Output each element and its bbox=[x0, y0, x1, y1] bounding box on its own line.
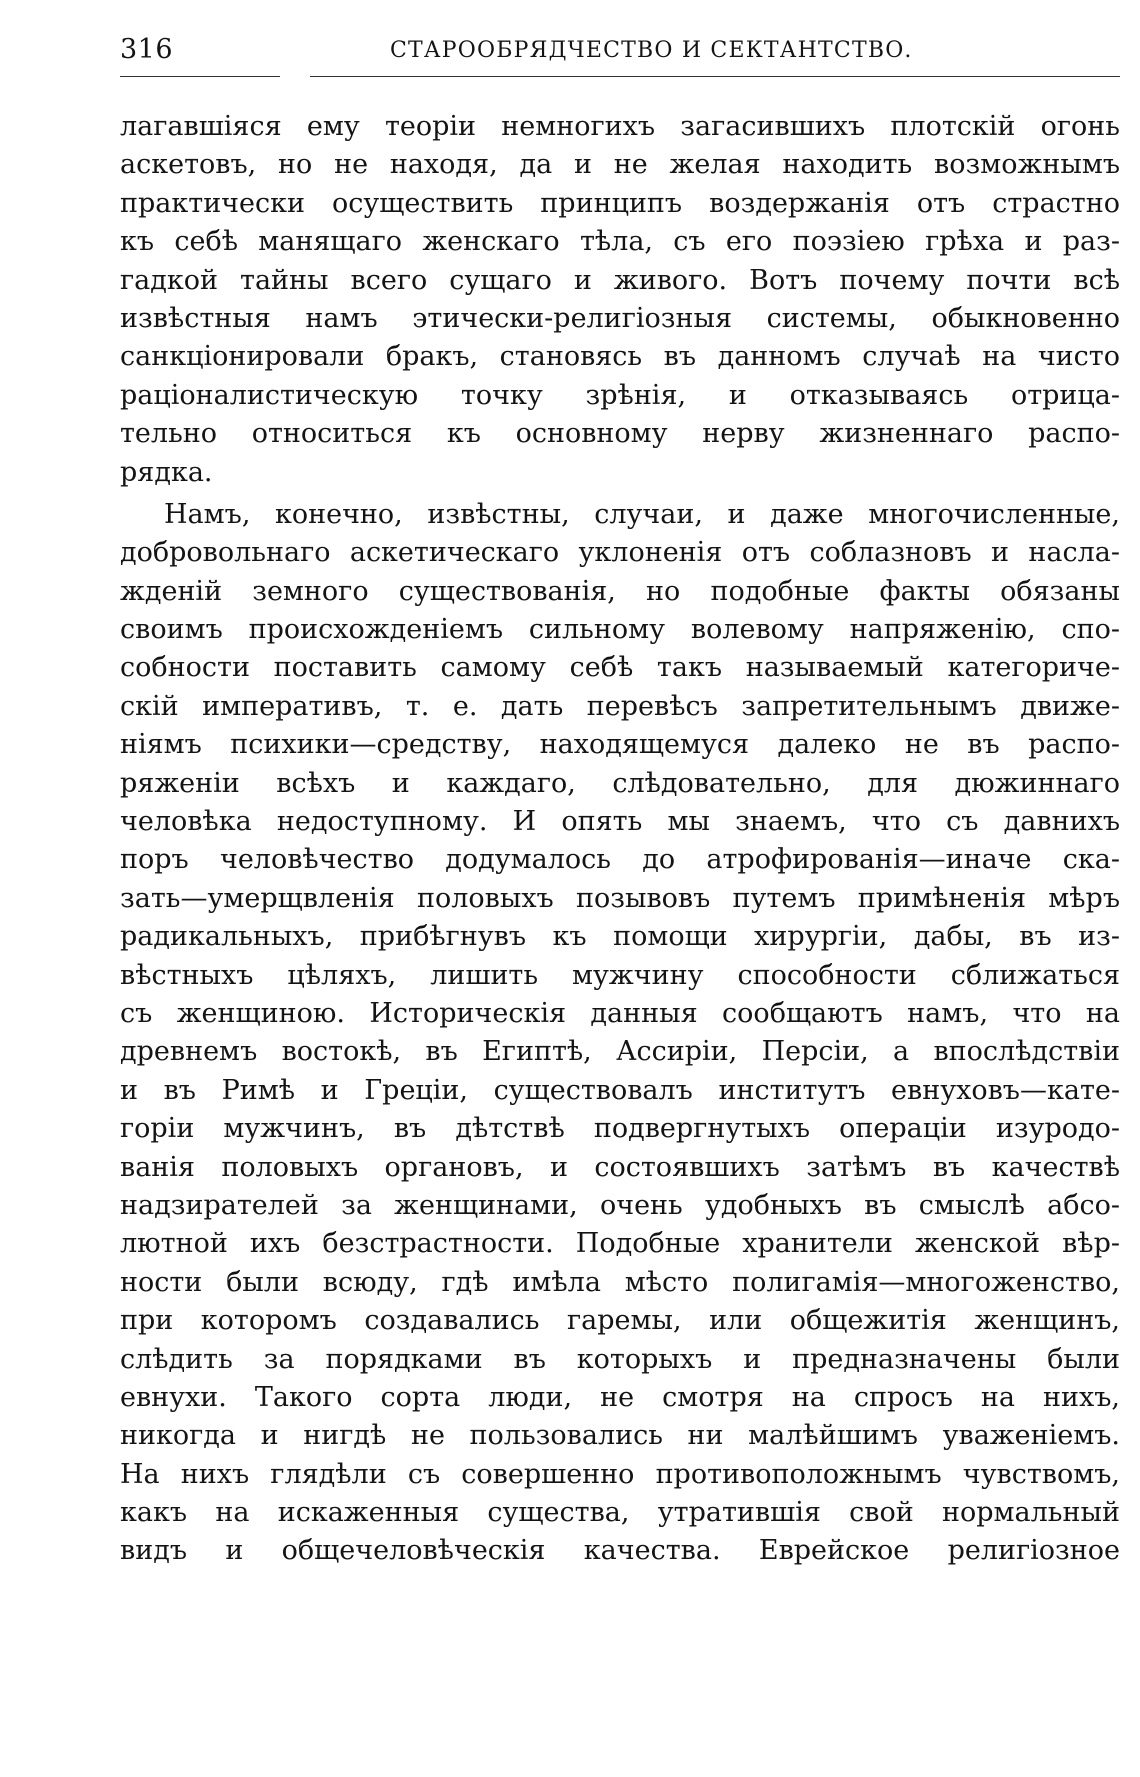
text-line: къ себѣ манящаго женскаго тѣла, съ его поэзіею грѣха и раз- bbox=[120, 226, 1120, 258]
text-line: при которомъ создавались гаремы, или общежитія женщинъ, bbox=[120, 1305, 1120, 1337]
paragraph-1 bbox=[120, 108, 1120, 492]
running-title: СТАРООБРЯДЧЕСТВО И СЕКТАНТСТВО. bbox=[390, 38, 913, 63]
text-line: тельно относиться къ основному нерву жизненнаго распо- bbox=[120, 418, 1120, 450]
text-line: лютной ихъ безстрастности. Подобные хранители женской вѣр- bbox=[120, 1228, 1120, 1260]
text-line: ванія половыхъ органовъ, и состоявшихъ затѣмъ въ качествѣ bbox=[120, 1151, 1120, 1183]
text-line: и въ Римѣ и Греціи, существовалъ институтъ евнуховъ—кате- bbox=[120, 1074, 1120, 1106]
header-rule-right bbox=[310, 76, 1120, 77]
text-line: ряженіи всѣхъ и каждаго, слѣдовательно, для дюжиннаго bbox=[120, 767, 1120, 799]
text-line: раціоналистическую точку зрѣнія, и отказываясь отрица- bbox=[120, 379, 1120, 411]
text-line: На нихъ глядѣли съ совершенно противоположнымъ чувствомъ, bbox=[120, 1458, 1120, 1490]
text-line: видъ и общечеловѣческія качества. Еврейское религіозное bbox=[120, 1535, 1120, 1567]
text-line: жденій земного существованія, но подобные факты обязаны bbox=[120, 575, 1120, 607]
text-line: гадкой тайны всего сущаго и живого. Вотъ почему почти всѣ bbox=[120, 264, 1120, 296]
text-line: никогда и нигдѣ не пользовались ни малѣйшимъ уваженіемъ. bbox=[120, 1420, 1120, 1452]
text-line: практически осуществить принципъ воздержанія отъ страстно bbox=[120, 187, 1120, 219]
text-line: слѣдить за порядками въ которыхъ и предназначены были bbox=[120, 1343, 1120, 1375]
body-text bbox=[120, 108, 1120, 1571]
page-header bbox=[120, 30, 1120, 80]
text-line: рядка. bbox=[120, 456, 213, 488]
text-line: зать—умерщвленія половыхъ позывовъ путемъ примѣненія мѣръ bbox=[120, 882, 1120, 914]
text-line: аскетовъ, но не находя, да и не желая находить возможнымъ bbox=[120, 149, 1120, 181]
text-line: надзирателей за женщинами, очень удобныхъ въ смыслѣ абсо- bbox=[120, 1189, 1120, 1221]
text-line: какъ на искаженныя существа, утратившія свой нормальный bbox=[120, 1497, 1120, 1529]
text-line: поръ человѣчество додумалось до атрофированія—иначе ска- bbox=[120, 844, 1120, 876]
header-rule-left bbox=[120, 76, 280, 77]
text-line: горіи мужчинъ, въ дѣтствѣ подвергнутыхъ операціи изуродо- bbox=[120, 1113, 1120, 1145]
text-line: съ женщиною. Историческія данныя сообщаютъ намъ, что на bbox=[120, 997, 1120, 1029]
text-line: санкціонировали бракъ, становясь въ данномъ случаѣ на чисто bbox=[120, 341, 1120, 373]
text-line: скій императивъ, т. е. дать перевѣсъ запретительнымъ движе- bbox=[120, 690, 1120, 722]
text-line: собности поставить самому себѣ такъ называемый категориче- bbox=[120, 652, 1120, 684]
text-line: радикальныхъ, прибѣгнувъ къ помощи хирургіи, дабы, въ из- bbox=[120, 921, 1120, 953]
page-number: 316 bbox=[120, 34, 174, 65]
text-line: человѣка недоступному. И опять мы знаемъ, что съ давнихъ bbox=[120, 806, 1120, 838]
text-line: извѣстныя намъ этически-религіозныя системы, обыкновенно bbox=[120, 302, 1120, 334]
text-line: своимъ происхожденіемъ сильному волевому напряженію, спо- bbox=[120, 614, 1120, 646]
text-line: вѣстныхъ цѣляхъ, лишить мужчину способности сближаться bbox=[120, 959, 1120, 991]
text-line: лагавшіяся ему теоріи немногихъ загасившихъ плотскій огонь bbox=[120, 111, 1120, 142]
text-line: добровольнаго аскетическаго уклоненія отъ соблазновъ и насла- bbox=[120, 537, 1120, 569]
text-line: Намъ, конечно, извѣстны, случаи, и даже многочисленные, bbox=[164, 498, 1120, 530]
text-line: евнухи. Такого сорта люди, не смотря на спросъ на нихъ, bbox=[120, 1381, 1120, 1413]
text-line: ніямъ психики—средству, находящемуся далеко не въ распо- bbox=[120, 729, 1120, 761]
text-line: древнемъ востокѣ, въ Египтѣ, Ассиріи, Персіи, а впослѣдствіи bbox=[120, 1036, 1120, 1068]
paragraph-2 bbox=[120, 496, 1120, 1571]
text-line: ности были всюду, гдѣ имѣла мѣсто полигамія—многоженство, bbox=[120, 1266, 1120, 1298]
